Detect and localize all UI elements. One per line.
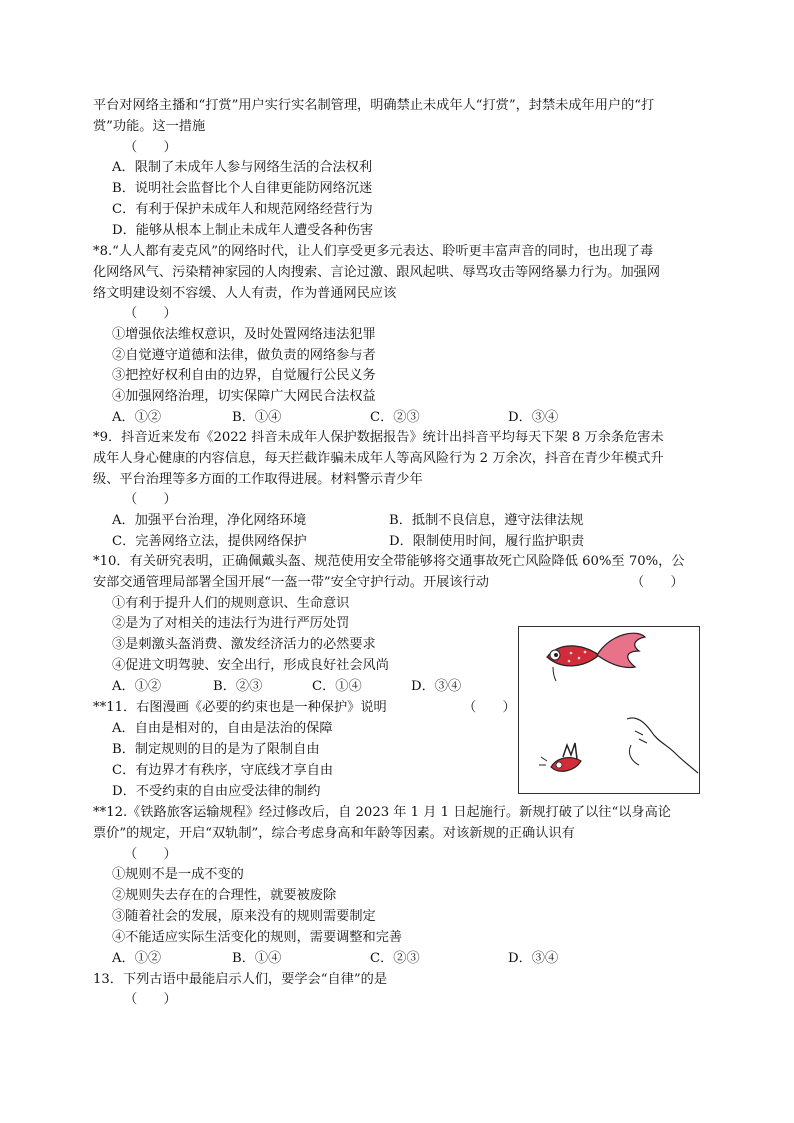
q13-answer-paren: （ ） [124, 992, 177, 1007]
q12-item-3: ③随着社会的发展，原来没有的规则需要制定 [112, 909, 376, 924]
q12-stem-line2: 票价”的规定，开启“双轨制”，综合考虑身高和年龄等因素。对该新规的正确认识有 [93, 826, 575, 841]
q9-stem-line3: 级、平台治理等多方面的工作取得进展。材料警示青少年 [93, 472, 423, 487]
q7-option-c: C．有利于保护未成年人和规范网络经营行为 [112, 202, 373, 217]
q10-stem-line1: *10．有关研究表明，正确佩戴头盔、规范使用安全带能够将交通事故死亡风险降低 60%至 70%，公 [93, 554, 685, 569]
q8-option-a: A．①② [112, 410, 162, 425]
q12-option-d: D．③④ [508, 951, 559, 966]
fish-kite-scale [570, 652, 573, 655]
fish-kite-scale [584, 651, 587, 654]
q10-item-4: ④促进文明驾驶、安全出行，形成良好社会风尚 [112, 658, 389, 673]
q10-option-a: A．①② [112, 679, 162, 694]
q13-stem-line1: 13．下列古语中最能启示人们，要学会“自律”的是 [93, 972, 388, 987]
q12-item-2: ②规则失去存在的合理性，就要被废除 [112, 888, 337, 903]
q9-option-c: C．完善网络立法，提供网络保护 [112, 534, 307, 549]
q10-option-b: B．②③ [213, 679, 263, 694]
q8-item-2: ②自觉遵守道德和法律，做负责的网络参与者 [112, 348, 376, 363]
fallen-kite-eye [556, 762, 562, 768]
q7-stem-line2: 赏”功能。这一措施 [93, 119, 206, 134]
kite-cartoon-svg [519, 627, 699, 793]
q12-stem-line1: **12.《铁路旅客运输规程》经过修改后，自 2023 年 1 月 1 日起施行。新规打破了以往“以身高论 [93, 805, 671, 820]
q10-stem-line2: 安部交通管理局部署全国开展“一盔一带”安全守护行动。开展该行动 [93, 575, 489, 590]
q12-option-a: A．①② [112, 951, 162, 966]
q8-stem-line1: *8.“人人都有麦克风”的网络时代，让人们享受更多元表达、聆听更丰富声音的同时，也出现了毒 [93, 244, 654, 259]
q11-option-a: A．自由是相对的，自由是法治的保障 [112, 721, 333, 736]
motion-lines [635, 731, 647, 743]
q9-option-d: D．限制使用时间，履行监护职责 [389, 534, 585, 549]
q7-answer-paren: （ ） [124, 140, 177, 155]
q10-answer-paren: （ ） [631, 575, 684, 590]
q8-stem-line2: 化网络风气、污染精神家园的人肉搜索、言论过激、跟风起哄、辱骂攻击等网络暴力行为。加强网 [93, 265, 661, 280]
q8-option-d: D．③④ [508, 410, 559, 425]
fall-motion-lines [539, 757, 547, 765]
q8-item-4: ④加强网络治理，切实保障广大网民合法权益 [112, 389, 376, 404]
q10-item-1: ①有利于提升人们的规则意识、生命意识 [112, 596, 350, 611]
q10-option-c: C．①④ [312, 679, 362, 694]
fish-kite-pupil [554, 653, 558, 657]
q12-answer-paren: （ ） [124, 847, 177, 862]
q8-item-3: ③把控好权利自由的边界，自觉履行公民义务 [112, 368, 376, 383]
q12-item-1: ①规则不是一成不变的 [112, 867, 244, 882]
q9-option-a: A．加强平台治理，净化网络环境 [112, 513, 307, 528]
q8-stem-line3: 络文明建设刻不容缓、人人有责，作为普通网民应该 [93, 286, 397, 301]
q11-option-c: C．有边界才有秩序，守底线才享自由 [112, 763, 334, 778]
q11-stem-line1: **11．右图漫画《必要的约束也是一种保护》说明 [93, 700, 387, 715]
q9-stem-line2: 成年人身心健康的内容信息，每天拦截诈骗未成年人等高风险行为 2 万余次，抖音在青少年模式升 [93, 451, 664, 466]
q11-answer-paren: （ ） [463, 700, 516, 715]
q7-option-b: B．说明社会监督比个人自律更能防网络沉迷 [112, 181, 373, 196]
q9-answer-paren: （ ） [124, 492, 177, 507]
fish-kite-scale [568, 660, 571, 663]
fallen-kite-tail [563, 743, 577, 759]
cartoon-illustration [518, 626, 700, 794]
q12-option-b: B．①④ [232, 951, 282, 966]
fallen-kite-body [551, 758, 581, 772]
q8-answer-paren: （ ） [124, 306, 177, 321]
q9-option-b: B．抵制不良信息，遵守法律法规 [389, 513, 584, 528]
q8-item-1: ①增强依法维权意识，及时处置网络违法犯罪 [112, 327, 376, 342]
q8-option-c: C．②③ [370, 410, 420, 425]
q12-item-4: ④不能适应实际生活变化的规则，需要调整和完善 [112, 930, 403, 945]
q7-option-a: A．限制了未成年人参与网络生活的合法权利 [112, 160, 373, 175]
q12-option-c: C．②③ [370, 951, 420, 966]
fish-kite-scale [578, 657, 581, 660]
q10-item-2: ②是为了对相关的违法行为进行严厉处罚 [112, 616, 350, 631]
q7-option-d: D．能够从根本上制止未成年人遭受各种伤害 [112, 223, 374, 238]
q7-stem-line1: 平台对网络主播和“打赏”用户实行实名制管理，明确禁止未成年人“打赏”，封禁未成年用户的“打 [93, 98, 655, 113]
kite-string [553, 667, 556, 681]
q11-option-d: D．不受约束的自由应受法律的制约 [112, 784, 321, 799]
q8-option-b: B．①④ [232, 410, 282, 425]
q11-option-b: B．制定规则的目的是为了限制自由 [112, 742, 320, 757]
q10-option-d: D．③④ [411, 679, 462, 694]
q9-stem-line1: *9．抖音近来发布《2022 抖音未成年人保护数据报告》统计出抖音平均每天下架 8 万余条危害未 [93, 430, 664, 445]
fish-kite-tail [597, 633, 645, 667]
hill-detail [629, 745, 639, 765]
q10-item-3: ③是刺激头盔消费、激发经济活力的必然要求 [112, 637, 376, 652]
